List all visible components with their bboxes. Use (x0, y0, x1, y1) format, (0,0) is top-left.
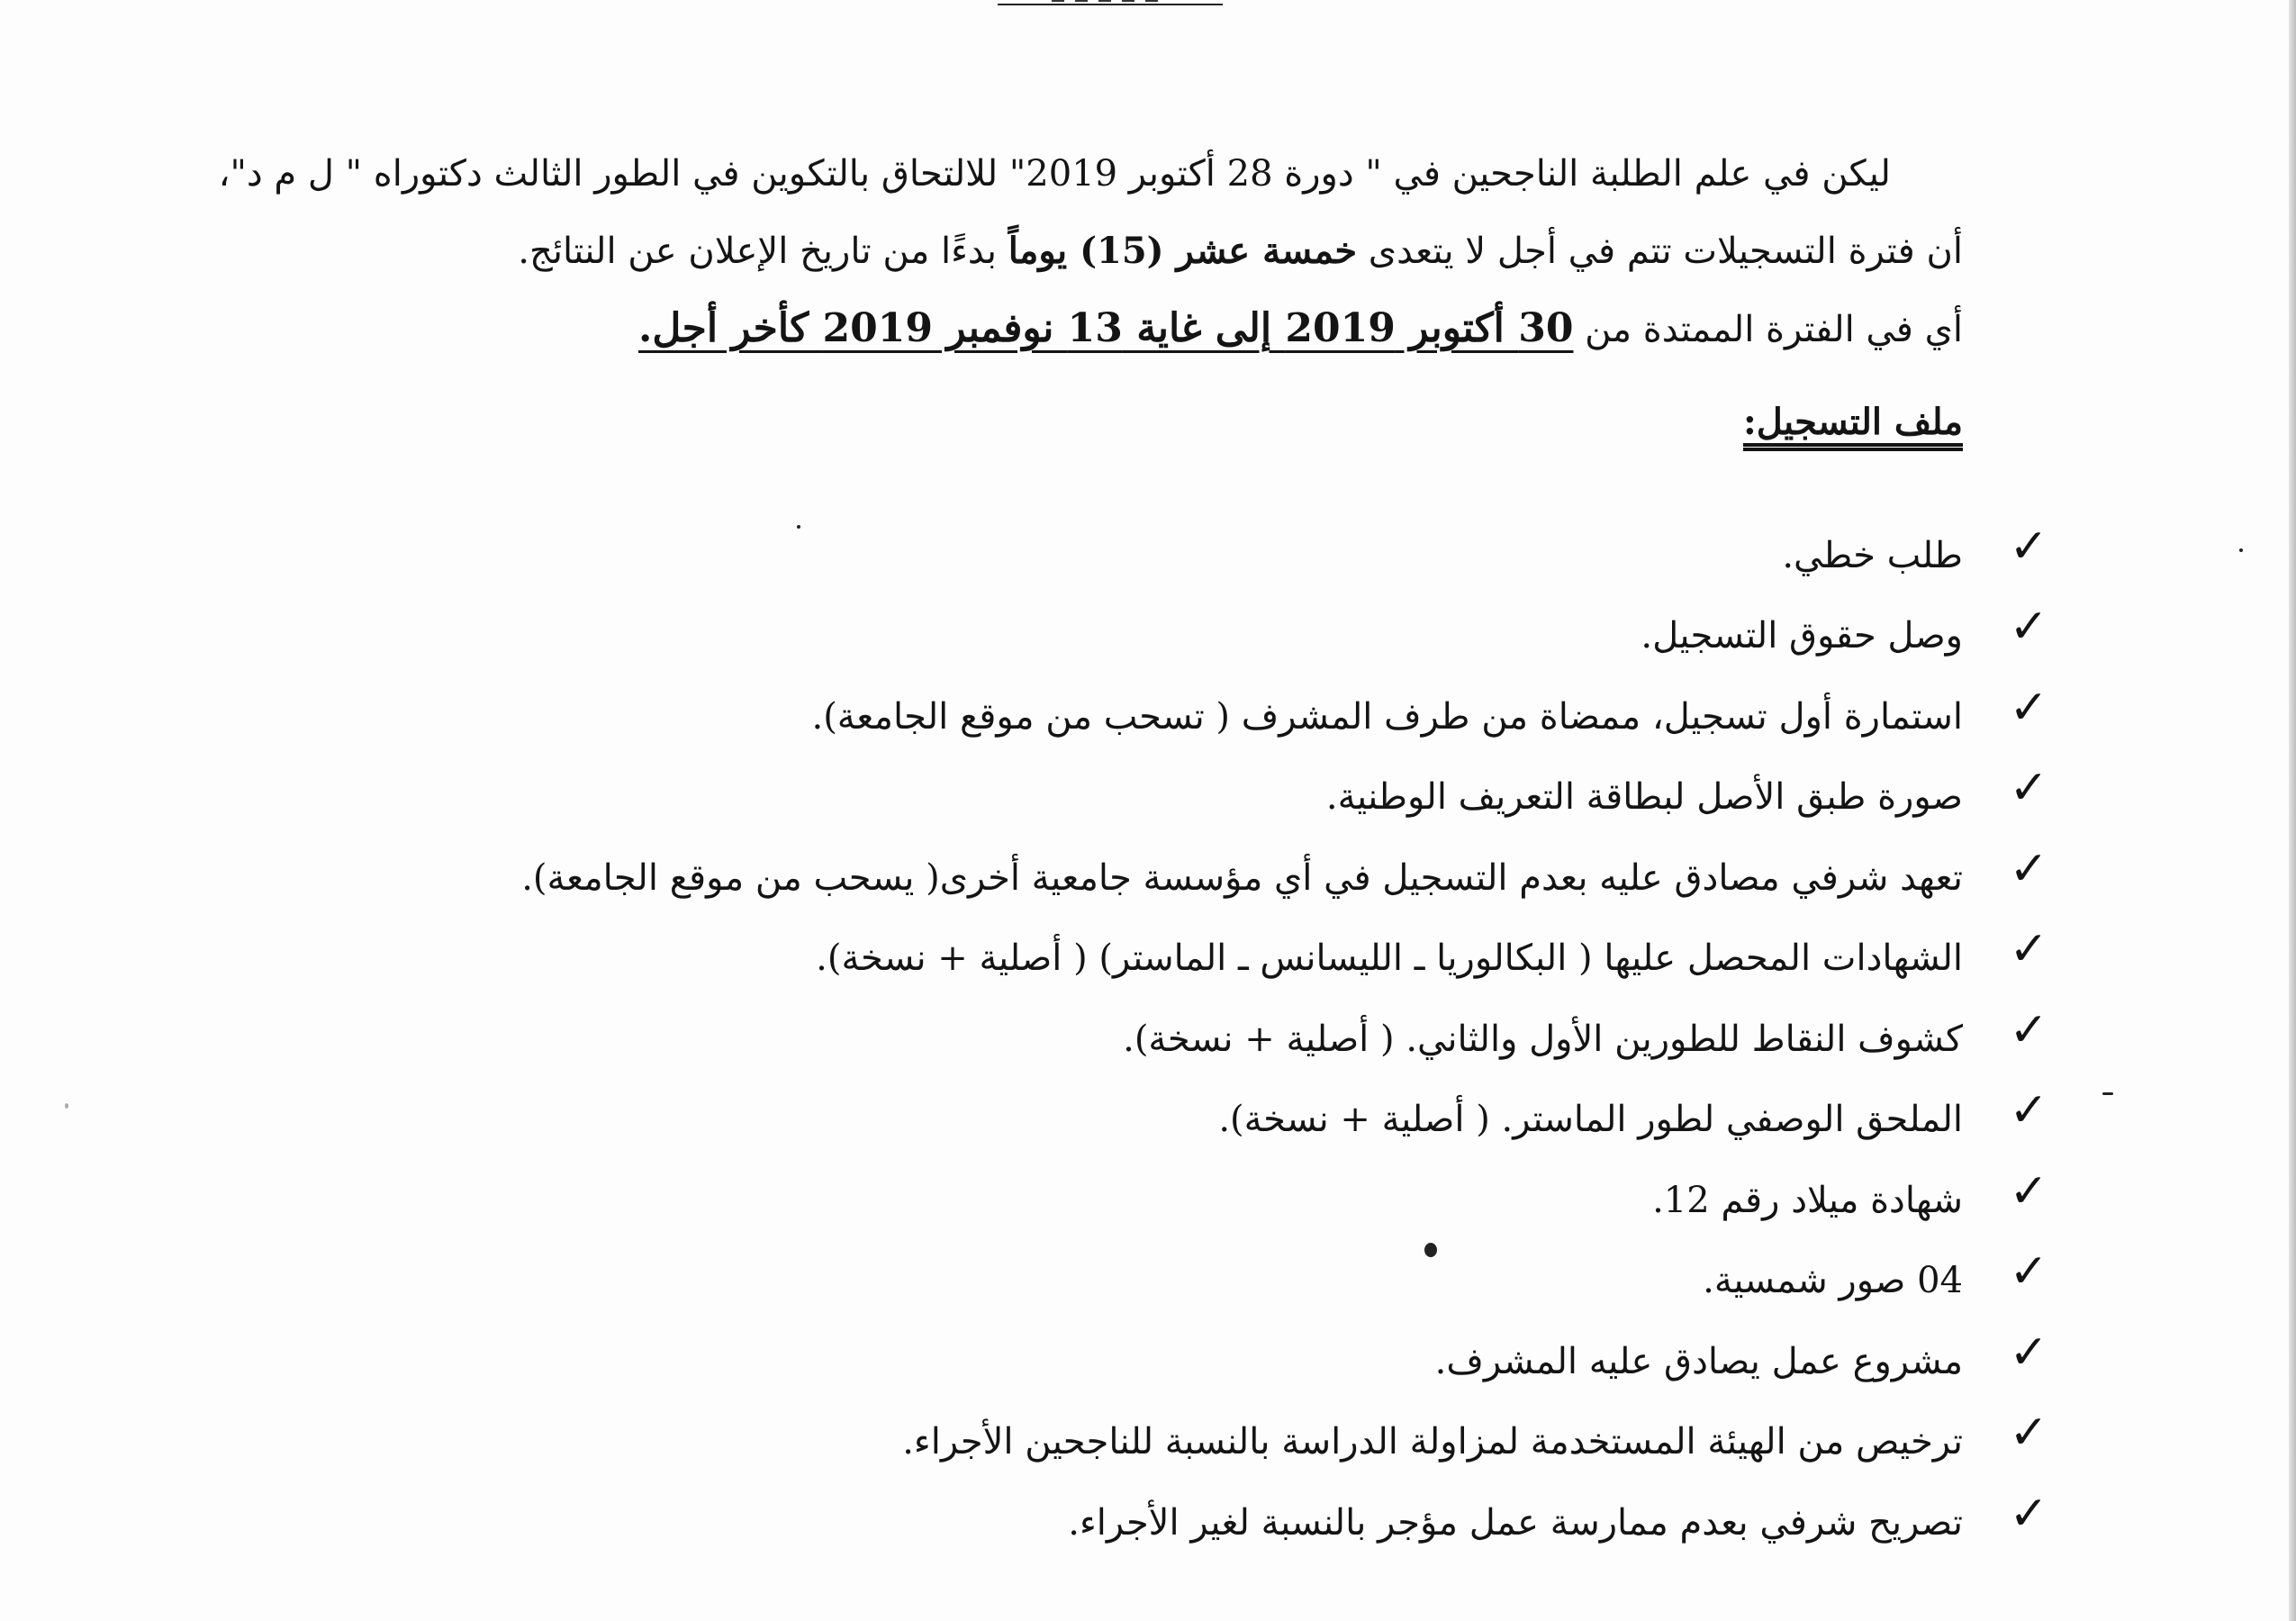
list-item (338, 838, 2048, 919)
checkmark-icon: ✓ (2009, 600, 2048, 655)
checkmark-icon: ✓ (2009, 680, 2048, 735)
list-item (338, 676, 2048, 757)
list-item-text: صورة طبق الأصل لبطاقة التعريف الوطنية. (1325, 776, 1963, 819)
list-item-text: طلب خطي. (1782, 534, 1963, 576)
list-item (338, 1241, 2048, 1322)
scan-speck (2239, 548, 2243, 552)
deadline-days: خمسة عشر (15) يوماً (1008, 230, 1358, 272)
checkmark-icon: ✓ (2009, 841, 2048, 896)
checkmark-icon: ✓ (2009, 1083, 2048, 1138)
list-item (338, 1080, 2048, 1161)
list-item-text: تصريح شرفي بعدم ممارسة عمل مؤجر بالنسبة لغير الأجراء. (1068, 1501, 1963, 1544)
list-item (338, 999, 2048, 1080)
scan-speck (797, 525, 800, 529)
registration-period: 30 أكتوبر 2019 إلى غاية 13 نوفمبر 2019 كأخر أجل. (638, 305, 1574, 351)
intro-line-3 (176, 290, 1963, 368)
list-item (338, 757, 2048, 838)
list-item-text: مشروع عمل يصادق عليه المشرف. (1434, 1340, 1963, 1382)
announcement-paragraph (176, 135, 1963, 368)
list-item (338, 596, 2048, 677)
list-item (338, 919, 2048, 1000)
list-item (338, 1402, 2048, 1483)
intro-line-2 (518, 231, 1837, 272)
registration-file-title: ملف التسجيل: (1742, 401, 1963, 443)
list-item-text: استمارة أول تسجيل، ممضاة من طرف المشرف ( تسحب من موقع الجامعة). (811, 695, 1963, 738)
list-item (338, 1482, 2048, 1563)
required-documents-list (338, 515, 2048, 1563)
intro-line-1: ليكن في علم الطلبة الناجحين في " دورة 28 أكتوبر 2019" للالتحاق بالتكوين في الطور الثالث دكتوراه " ل م د"، أن فترة (218, 153, 1963, 272)
list-item-text: تعهد شرفي مصادق عليه بعدم التسجيل في أي مؤسسة جامعية أخرى( يسحب من موقع الجامعة). (521, 856, 1963, 899)
checkmark-icon: ✓ (2009, 1325, 2048, 1380)
list-item-text: شهادة ميلاد رقم 12. (1652, 1179, 1963, 1221)
scan-speck (65, 1103, 68, 1109)
cropped-header-fragment (962, 0, 1259, 13)
scan-speck (2102, 1092, 2113, 1095)
intro-line-2-text: التسجيلات تتم في أجل لا يتعدى (1357, 231, 1837, 272)
header-underline (998, 0, 1223, 5)
checkmark-icon: ✓ (2009, 1406, 2048, 1461)
list-item-text: وصل حقوق التسجيل. (1641, 615, 1963, 657)
scan-speck (1424, 1243, 1437, 1257)
checkmark-icon: ✓ (2009, 1245, 2048, 1300)
checkmark-icon: ✓ (2009, 1486, 2048, 1541)
scan-edge-shadow (2289, 0, 2296, 1621)
checkmark-icon: ✓ (2009, 761, 2048, 816)
checkmark-icon: ✓ (2009, 1164, 2048, 1218)
checkmark-icon: ✓ (2009, 922, 2048, 977)
list-item (338, 1321, 2048, 1402)
list-item-text: كشوف النقاط للطورين الأول والثاني. ( أصلية + نسخة). (1123, 1018, 1963, 1060)
intro-line-2-text-end: بدءًا من تاريخ الإعلان عن النتائج. (518, 231, 1008, 272)
list-item-text: الشهادات المحصل عليها ( البكالوريا ـ الليسانس ـ الماستر) ( أصلية + نسخة). (816, 937, 1963, 980)
checkmark-icon: ✓ (2009, 1002, 2048, 1057)
list-item (338, 1160, 2048, 1241)
intro-line-3-text: أي في الفترة الممتدة من (1573, 309, 1963, 350)
checkmark-icon: ✓ (2009, 519, 2048, 574)
list-item-text: الملحق الوصفي لطور الماستر. ( أصلية + نسخة). (1218, 1099, 1963, 1141)
list-item-text: ترخيص من الهيئة المستخدمة لمزاولة الدراسة بالنسبة للناجحين الأجراء. (902, 1421, 1963, 1463)
list-item-text: 04 صور شمسية. (1703, 1260, 1963, 1302)
list-item (338, 515, 2048, 596)
